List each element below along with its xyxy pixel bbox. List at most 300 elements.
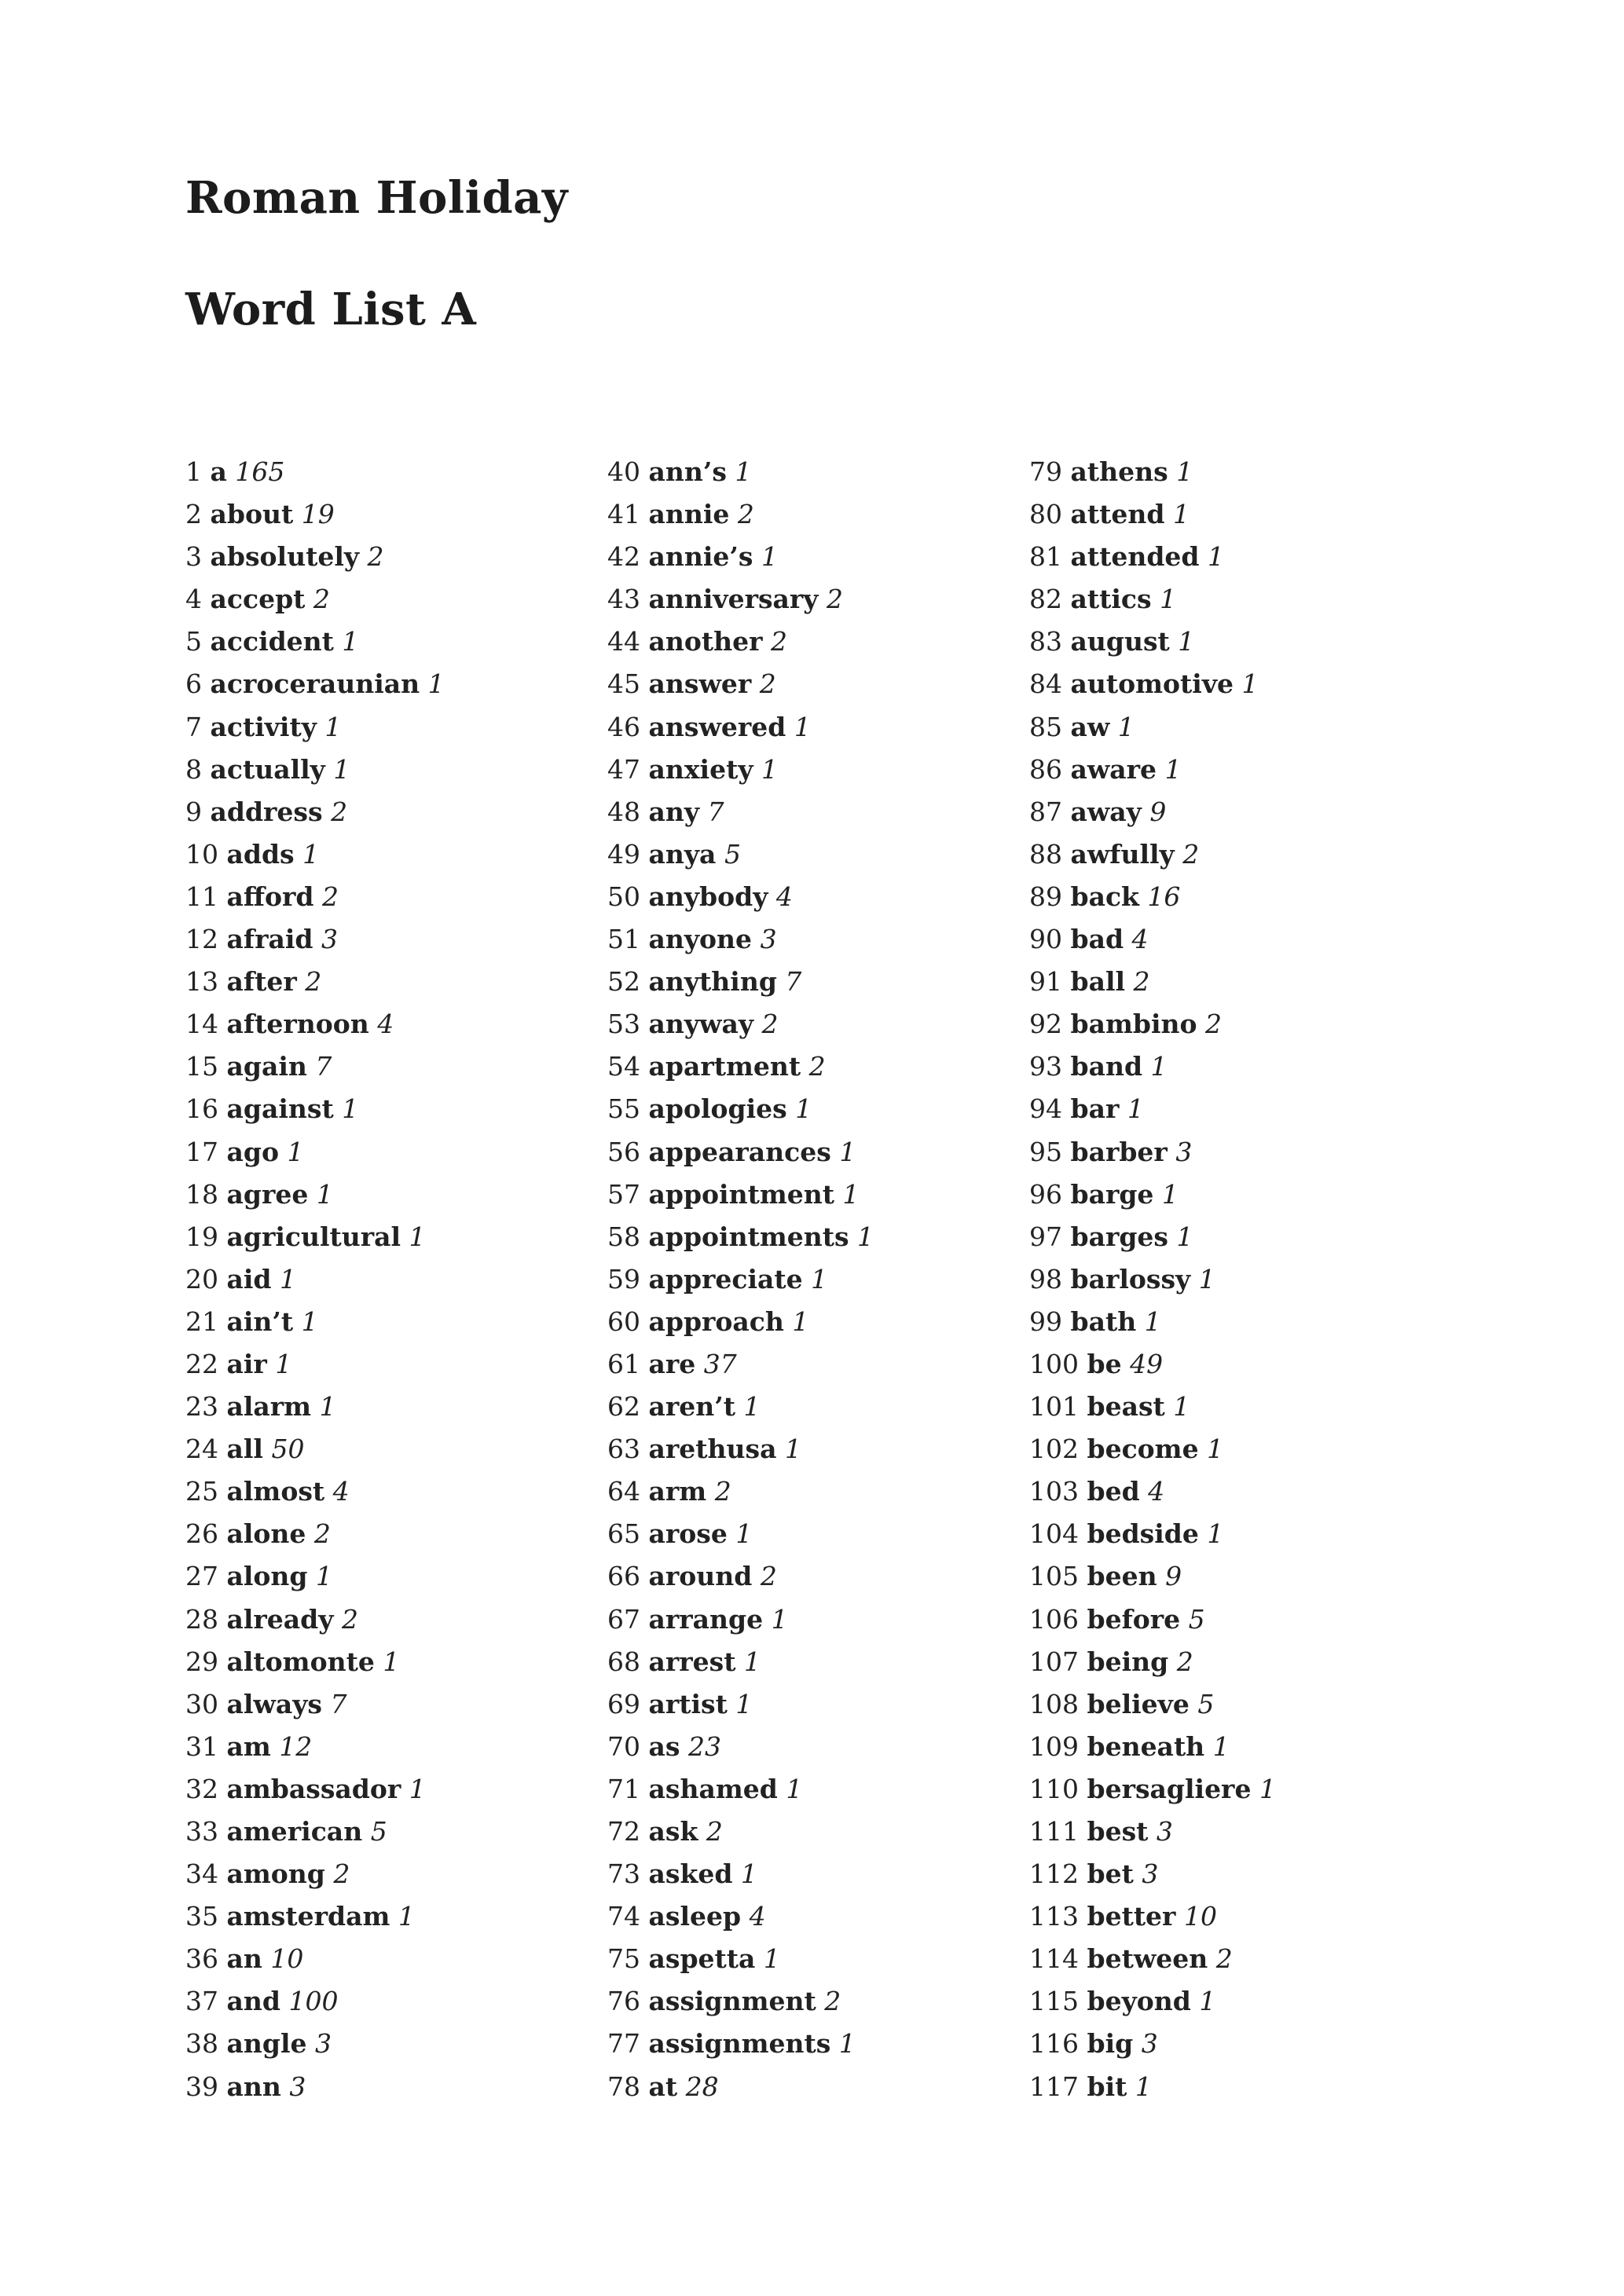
word-entry [1029, 1262, 1276, 1304]
entry-number: 71 [607, 1773, 640, 1804]
entry-number: 24 [185, 1434, 218, 1465]
entry-word: annie [648, 499, 730, 530]
word-entry [1029, 1049, 1276, 1091]
entry-number: 39 [185, 2071, 218, 2102]
word-entry [1029, 1856, 1276, 1899]
entry-count: 2 [1176, 1646, 1193, 1677]
entry-word: apartment [648, 1051, 801, 1082]
entry-number: 101 [1029, 1391, 1079, 1423]
entry-number: 111 [1029, 1816, 1079, 1847]
entry-word: against [226, 1093, 334, 1125]
entry-word: away [1070, 796, 1142, 827]
entry-count: 2 [826, 584, 843, 615]
word-entry [185, 1431, 445, 1474]
entry-count: 1 [792, 1305, 809, 1337]
entry-number: 61 [607, 1348, 640, 1379]
word-entry [1029, 1304, 1276, 1346]
entry-number: 106 [1029, 1603, 1079, 1635]
entry-count: 1 [771, 1603, 788, 1635]
entry-count: 1 [735, 1688, 753, 1719]
entry-word: american [226, 1816, 363, 1847]
entry-number: 64 [607, 1476, 640, 1507]
entry-count: 2 [367, 541, 384, 573]
entry-word: anniversary [648, 584, 819, 615]
document-subtitle: Word List A [185, 284, 477, 335]
entry-number: 68 [607, 1646, 640, 1677]
entry-count: 1 [1127, 1093, 1144, 1125]
entry-word: become [1087, 1434, 1199, 1465]
entry-word: august [1070, 626, 1170, 657]
entry-count: 1 [316, 1561, 332, 1592]
word-entry [185, 2026, 445, 2068]
word-entry [185, 1899, 445, 1941]
entry-number: 112 [1029, 1858, 1079, 1890]
entry-count: 4 [1148, 1476, 1165, 1507]
entry-number: 114 [1029, 1943, 1079, 1975]
word-entry [607, 1389, 874, 1431]
entry-word: bad [1070, 924, 1124, 955]
entry-number: 67 [607, 1603, 640, 1635]
entry-word: ball [1070, 966, 1126, 998]
entry-number: 75 [607, 1943, 640, 1975]
word-entry [185, 837, 445, 879]
entry-word: been [1087, 1561, 1157, 1592]
entry-word: bet [1087, 1858, 1134, 1890]
entry-count: 2 [1215, 1943, 1233, 1975]
entry-word: bambino [1070, 1009, 1197, 1040]
entry-count: 10 [270, 1943, 304, 1975]
entry-number: 73 [607, 1858, 640, 1890]
entry-word: band [1070, 1051, 1143, 1082]
entry-count: 2 [1205, 1009, 1222, 1040]
word-entry [185, 624, 445, 666]
entry-number: 66 [607, 1561, 640, 1592]
entry-word: artist [648, 1688, 728, 1719]
entry-count: 1 [398, 1901, 415, 1932]
entry-word: am [226, 1730, 271, 1762]
entry-count: 7 [315, 1051, 332, 1082]
entry-count: 1 [1161, 1178, 1179, 1210]
word-entry [607, 837, 874, 879]
entry-word: bit [1087, 2071, 1127, 2102]
entry-number: 115 [1029, 1986, 1079, 2017]
entry-count: 2 [1182, 838, 1200, 870]
entry-word: among [226, 1858, 325, 1890]
entry-number: 31 [185, 1730, 218, 1762]
word-entry [1029, 794, 1276, 837]
word-entry [607, 1856, 874, 1899]
entry-number: 109 [1029, 1730, 1079, 1762]
entry-count: 7 [707, 796, 724, 827]
word-entry [1029, 837, 1276, 879]
entry-word: ambassador [226, 1773, 401, 1804]
entry-number: 117 [1029, 2071, 1079, 2102]
entry-word: along [226, 1561, 308, 1592]
entry-count: 2 [1133, 966, 1150, 998]
word-entry [607, 1814, 874, 1856]
word-entry [1029, 1686, 1276, 1729]
entry-count: 1 [740, 1858, 757, 1890]
entry-number: 86 [1029, 753, 1062, 785]
word-entry [1029, 1983, 1276, 2026]
word-entry [1029, 752, 1276, 794]
entry-word: assignment [648, 1986, 816, 2017]
entry-count: 1 [1150, 1051, 1168, 1082]
word-list [185, 454, 1490, 2104]
entry-count: 4 [332, 1476, 350, 1507]
entry-count: 1 [1207, 1518, 1224, 1550]
entry-count: 1 [302, 838, 320, 870]
word-entry [1029, 1558, 1276, 1601]
entry-number: 13 [185, 966, 218, 998]
entry-word: appearances [648, 1136, 831, 1167]
entry-number: 62 [607, 1391, 640, 1423]
entry-word: anything [648, 966, 777, 998]
entry-number: 65 [607, 1518, 640, 1550]
word-entry [185, 964, 445, 1006]
entry-word: assignments [648, 2028, 831, 2060]
word-entry [185, 794, 445, 837]
entry-count: 1 [795, 1093, 812, 1125]
entry-count: 4 [775, 881, 793, 912]
word-entry [185, 1177, 445, 1219]
entry-count: 1 [838, 2028, 856, 2060]
entry-number: 23 [185, 1391, 218, 1423]
entry-word: about [210, 499, 294, 530]
entry-word: ann’s [648, 456, 727, 487]
entry-word: bersagliere [1087, 1773, 1252, 1804]
entry-count: 1 [301, 1305, 318, 1337]
entry-word: best [1087, 1816, 1149, 1847]
entry-number: 12 [185, 924, 218, 955]
entry-count: 3 [1156, 1816, 1173, 1847]
entry-count: 1 [342, 1093, 359, 1125]
word-list-column-1 [185, 454, 445, 2111]
entry-count: 9 [1149, 796, 1167, 827]
word-entry [607, 2026, 874, 2068]
word-entry [607, 1983, 874, 2026]
entry-number: 59 [607, 1263, 640, 1294]
word-entry [185, 1219, 445, 1262]
entry-count: 1 [743, 1646, 761, 1677]
word-entry [185, 1941, 445, 1983]
entry-number: 21 [185, 1305, 218, 1337]
entry-count: 3 [289, 2071, 306, 2102]
entry-number: 44 [607, 626, 640, 657]
entry-count: 1 [761, 541, 778, 573]
word-list-column-3 [1029, 454, 1276, 2111]
entry-word: as [648, 1730, 680, 1762]
entry-word: barlossy [1070, 1263, 1191, 1294]
entry-word: ask [648, 1816, 698, 1847]
entry-word: anyway [648, 1009, 754, 1040]
entry-number: 89 [1029, 881, 1062, 912]
entry-number: 63 [607, 1434, 640, 1465]
entry-number: 20 [185, 1263, 218, 1294]
word-entry [1029, 1346, 1276, 1389]
entry-word: arose [648, 1518, 728, 1550]
entry-number: 8 [185, 753, 202, 785]
entry-number: 18 [185, 1178, 218, 1210]
entry-number: 60 [607, 1305, 640, 1337]
entry-number: 100 [1029, 1348, 1079, 1379]
word-entry [1029, 454, 1276, 496]
word-entry [1029, 1729, 1276, 1771]
word-entry [607, 1134, 874, 1177]
entry-number: 30 [185, 1688, 218, 1719]
entry-count: 37 [703, 1348, 737, 1379]
word-entry [1029, 921, 1276, 964]
entry-number: 55 [607, 1093, 640, 1125]
entry-word: are [648, 1348, 696, 1379]
document-title: Roman Holiday [185, 172, 568, 224]
entry-count: 4 [749, 1901, 766, 1932]
word-entry [185, 1049, 445, 1091]
entry-word: beyond [1087, 1986, 1191, 2017]
entry-word: appointment [648, 1178, 834, 1210]
word-entry [1029, 1219, 1276, 1262]
entry-word: athens [1070, 456, 1168, 487]
entry-word: anybody [648, 881, 768, 912]
word-entry [607, 454, 874, 496]
entry-word: believe [1087, 1688, 1190, 1719]
entry-count: 1 [1135, 2071, 1152, 2102]
word-entry [185, 709, 445, 752]
word-entry [1029, 1091, 1276, 1133]
entry-count: 1 [1164, 753, 1182, 785]
entry-word: air [226, 1348, 267, 1379]
word-entry [1029, 1134, 1276, 1177]
entry-word: asked [648, 1858, 733, 1890]
word-entry [1029, 1177, 1276, 1219]
word-entry [1029, 539, 1276, 581]
entry-word: at [648, 2071, 678, 2102]
entry-word: better [1087, 1901, 1176, 1932]
entry-number: 35 [185, 1901, 218, 1932]
word-entry [1029, 496, 1276, 539]
word-entry [607, 709, 874, 752]
entry-word: bath [1070, 1305, 1137, 1337]
entry-number: 38 [185, 2028, 218, 2060]
entry-count: 1 [794, 711, 811, 742]
entry-word: beneath [1087, 1730, 1205, 1762]
entry-number: 19 [185, 1221, 218, 1252]
word-entry [607, 1219, 874, 1262]
word-entry [607, 666, 874, 709]
word-entry [607, 752, 874, 794]
word-entry [1029, 1814, 1276, 1856]
entry-word: ain’t [226, 1305, 294, 1337]
word-entry [607, 2069, 874, 2111]
entry-word: appreciate [648, 1263, 803, 1294]
entry-word: barges [1070, 1221, 1168, 1252]
entry-number: 4 [185, 584, 202, 615]
entry-count: 1 [735, 456, 752, 487]
entry-word: agricultural [226, 1221, 401, 1252]
entry-word: acroceraunian [210, 668, 420, 700]
entry-word: barge [1070, 1178, 1154, 1210]
entry-count: 7 [330, 1688, 347, 1719]
entry-word: already [226, 1603, 334, 1635]
word-entry [185, 752, 445, 794]
word-entry [607, 496, 874, 539]
word-entry [607, 1558, 874, 1601]
word-entry [1029, 666, 1276, 709]
entry-number: 54 [607, 1051, 640, 1082]
entry-count: 1 [1178, 626, 1195, 657]
entry-number: 104 [1029, 1518, 1079, 1550]
entry-count: 4 [377, 1009, 394, 1040]
word-entry [185, 1771, 445, 1814]
word-entry [607, 879, 874, 921]
entry-number: 88 [1029, 838, 1062, 870]
entry-count: 1 [1208, 541, 1225, 573]
entry-number: 102 [1029, 1434, 1079, 1465]
word-entry [607, 964, 874, 1006]
entry-count: 2 [331, 796, 348, 827]
entry-number: 56 [607, 1136, 640, 1167]
entry-count: 5 [724, 838, 741, 870]
word-entry [607, 1091, 874, 1133]
entry-word: another [648, 626, 763, 657]
entry-number: 2 [185, 499, 202, 530]
entry-count: 2 [333, 1858, 350, 1890]
entry-number: 45 [607, 668, 640, 700]
entry-count: 16 [1147, 881, 1181, 912]
entry-word: be [1087, 1348, 1122, 1379]
word-entry [185, 1134, 445, 1177]
entry-count: 1 [842, 1178, 860, 1210]
entry-count: 3 [1142, 1858, 1159, 1890]
entry-count: 10 [1183, 1901, 1217, 1932]
entry-number: 32 [185, 1773, 218, 1804]
entry-number: 22 [185, 1348, 218, 1379]
word-entry [607, 1602, 874, 1644]
entry-number: 90 [1029, 924, 1062, 955]
entry-word: anxiety [648, 753, 753, 785]
entry-count: 2 [313, 584, 330, 615]
word-entry [607, 581, 874, 624]
word-entry [1029, 1771, 1276, 1814]
entry-word: agree [226, 1178, 309, 1210]
entry-number: 72 [607, 1816, 640, 1847]
entry-word: beast [1087, 1391, 1165, 1423]
word-entry [1029, 2026, 1276, 2068]
word-entry [607, 1729, 874, 1771]
entry-number: 10 [185, 838, 218, 870]
entry-word: accident [210, 626, 334, 657]
word-entry [185, 1814, 445, 1856]
entry-count: 1 [1198, 1263, 1215, 1294]
entry-word: arethusa [648, 1434, 777, 1465]
entry-count: 165 [235, 456, 285, 487]
entry-count: 1 [1259, 1773, 1276, 1804]
entry-word: after [226, 966, 297, 998]
word-entry [185, 1729, 445, 1771]
entry-count: 2 [771, 626, 788, 657]
word-entry [185, 2069, 445, 2111]
entry-number: 37 [185, 1986, 218, 2017]
word-entry [185, 666, 445, 709]
word-entry [1029, 624, 1276, 666]
word-entry [185, 1091, 445, 1133]
word-entry [185, 1856, 445, 1899]
word-entry [607, 539, 874, 581]
entry-word: altomonte [226, 1646, 375, 1677]
entry-word: actually [210, 753, 325, 785]
entry-word: aspetta [648, 1943, 756, 1975]
entry-count: 7 [785, 966, 802, 998]
entry-word: answered [648, 711, 786, 742]
entry-count: 1 [319, 1391, 336, 1423]
entry-word: aid [226, 1263, 272, 1294]
entry-count: 3 [321, 924, 338, 955]
entry-number: 36 [185, 1943, 218, 1975]
word-entry [185, 1983, 445, 2026]
entry-count: 1 [786, 1773, 803, 1804]
entry-number: 6 [185, 668, 202, 700]
entry-word: alarm [226, 1391, 312, 1423]
entry-count: 1 [287, 1136, 304, 1167]
word-entry [185, 1304, 445, 1346]
entry-number: 34 [185, 1858, 218, 1890]
word-entry [607, 1304, 874, 1346]
entry-count: 1 [857, 1221, 874, 1252]
entry-word: around [648, 1561, 753, 1592]
entry-number: 9 [185, 796, 202, 827]
entry-number: 15 [185, 1051, 218, 1082]
entry-count: 1 [342, 626, 359, 657]
entry-word: amsterdam [226, 1901, 390, 1932]
entry-word: accept [210, 584, 306, 615]
entry-count: 1 [761, 753, 778, 785]
entry-count: 2 [808, 1051, 826, 1082]
entry-count: 1 [280, 1263, 296, 1294]
entry-number: 14 [185, 1009, 218, 1040]
entry-number: 58 [607, 1221, 640, 1252]
entry-word: anya [648, 838, 717, 870]
entry-count: 1 [811, 1263, 828, 1294]
entry-word: asleep [648, 1901, 742, 1932]
entry-number: 107 [1029, 1646, 1079, 1677]
entry-count: 2 [341, 1603, 358, 1635]
entry-count: 3 [1175, 1136, 1193, 1167]
entry-word: aware [1070, 753, 1157, 785]
entry-count: 2 [824, 1986, 841, 2017]
entry-word: afford [226, 881, 314, 912]
entry-number: 47 [607, 753, 640, 785]
entry-word: apologies [648, 1093, 787, 1125]
entry-word: an [226, 1943, 262, 1975]
entry-count: 1 [1160, 584, 1177, 615]
entry-count: 1 [735, 1518, 753, 1550]
entry-count: 1 [1172, 499, 1190, 530]
word-entry [185, 539, 445, 581]
entry-number: 84 [1029, 668, 1062, 700]
entry-count: 9 [1165, 1561, 1182, 1592]
entry-word: ann [226, 2071, 281, 2102]
entry-count: 2 [321, 881, 339, 912]
entry-number: 113 [1029, 1901, 1079, 1932]
entry-count: 3 [1141, 2028, 1158, 2060]
word-entry [1029, 1389, 1276, 1431]
entry-count: 1 [1212, 1730, 1230, 1762]
word-entry [1029, 1474, 1276, 1516]
word-entry [607, 1006, 874, 1049]
word-entry [607, 921, 874, 964]
word-entry [607, 794, 874, 837]
word-entry [607, 1941, 874, 1983]
